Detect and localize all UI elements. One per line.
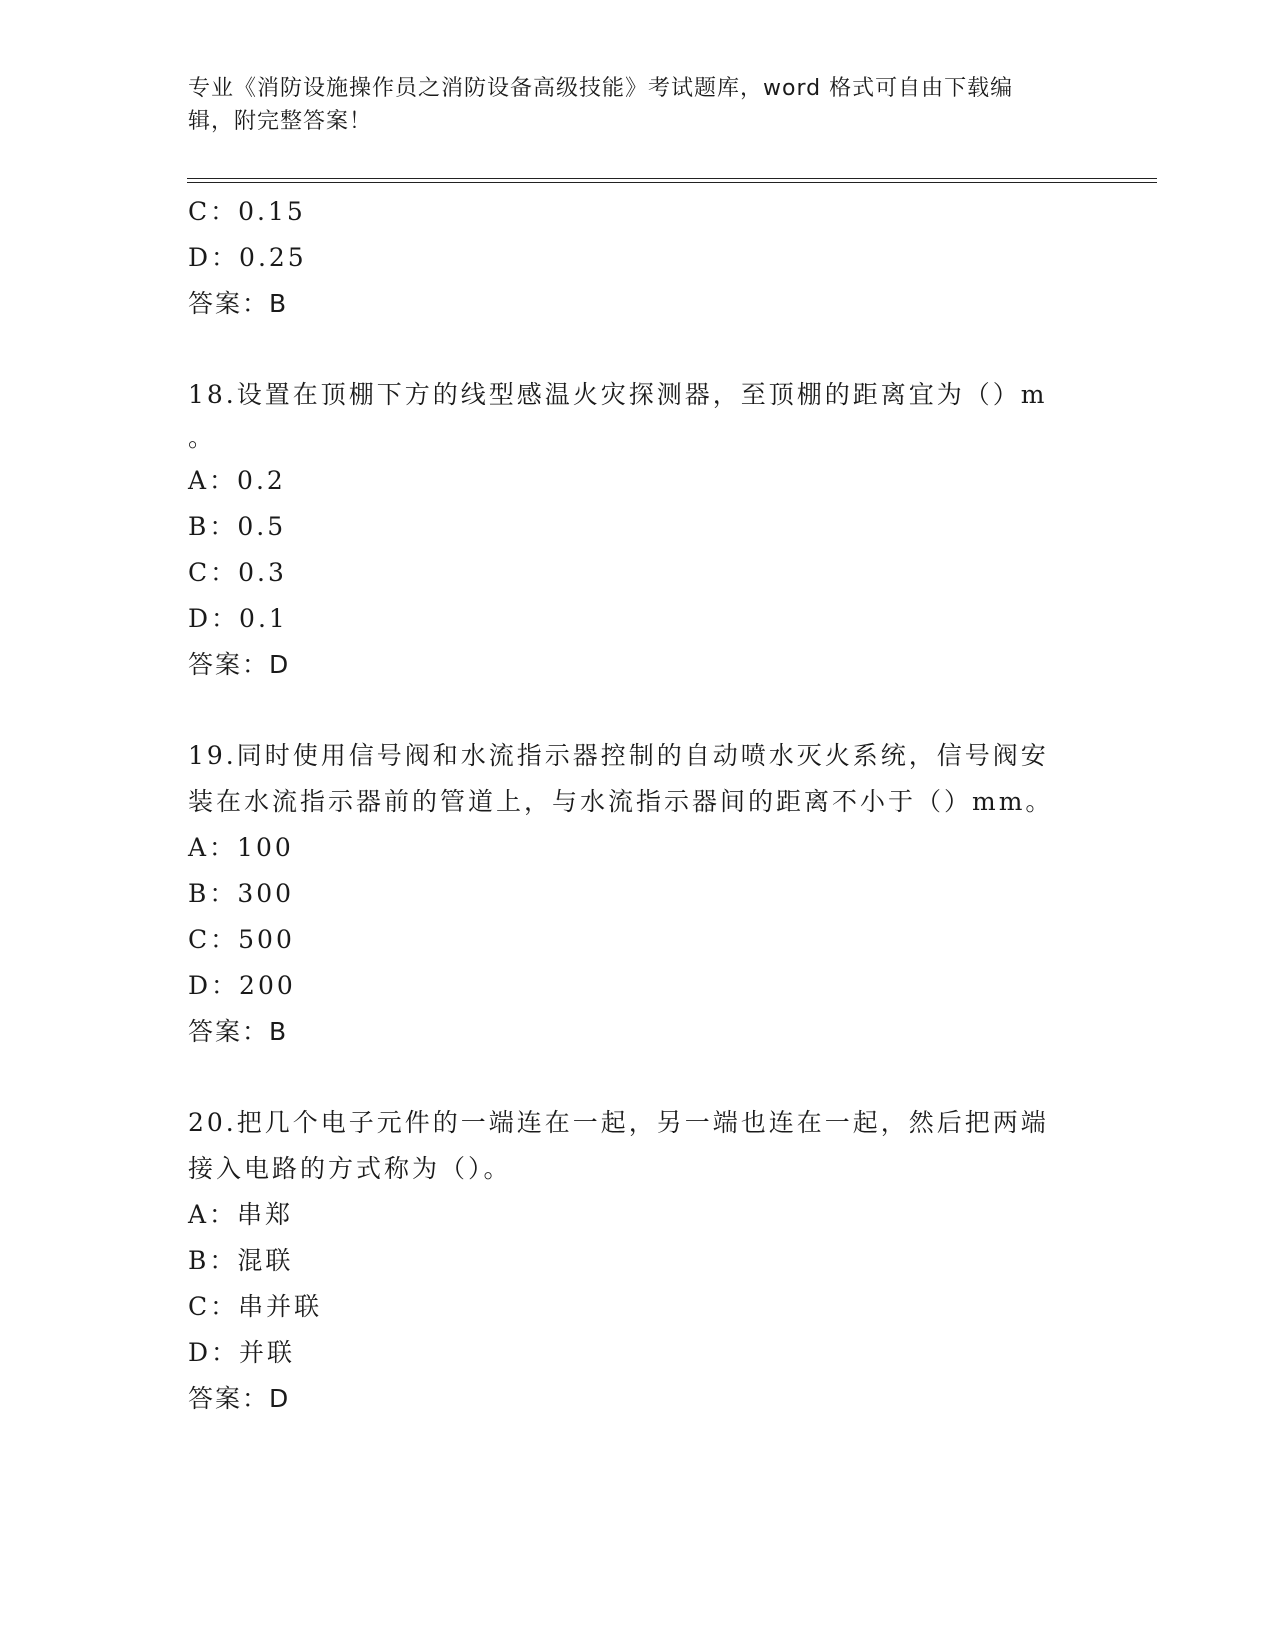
question-text-line-2: 接入电路的方式称为（）。 — [188, 1154, 512, 1183]
option-a: A：串郑 — [188, 1200, 294, 1229]
option-c: C：500 — [188, 925, 295, 954]
header-line-1: 专业《消防设施操作员之消防设备高级技能》考试题库，word 格式可自由下载编 — [188, 76, 1014, 101]
header-divider-bottom — [187, 182, 1157, 183]
question-17-remainder — [188, 189, 1088, 327]
header-line-2: 辑，附完整答案！ — [188, 109, 373, 134]
option-d: D：0.1 — [188, 604, 288, 633]
option-a: A：100 — [188, 833, 294, 862]
option-c: C：串并联 — [188, 1292, 323, 1321]
question-list — [188, 189, 1088, 1422]
option-b: B：0.5 — [188, 512, 287, 541]
question-18 — [188, 372, 1088, 688]
option-b: B：300 — [188, 879, 295, 908]
option-d: D：0.25 — [188, 243, 307, 272]
header-divider-top — [187, 178, 1157, 179]
option-d: D：200 — [188, 971, 296, 1000]
question-text-line-2: 。 — [188, 423, 217, 452]
question-text-line-2: 装在水流指示器前的管道上，与水流指示器间的距离不小于（）mm。 — [188, 787, 1054, 816]
answer-line: 答案：D — [188, 1384, 291, 1413]
question-20 — [188, 1100, 1088, 1422]
option-c: C：0.15 — [188, 197, 306, 226]
option-a: A：0.2 — [188, 466, 286, 495]
answer-line: 答案：B — [188, 1017, 289, 1046]
page-header — [188, 72, 1088, 138]
option-d: D：并联 — [188, 1338, 296, 1367]
answer-line: 答案：D — [188, 650, 291, 679]
answer-line: 答案：B — [188, 289, 289, 318]
question-text-line-1: 19.同时使用信号阀和水流指示器控制的自动喷水灭火系统，信号阀安 — [188, 741, 1049, 770]
option-b: B：混联 — [188, 1246, 294, 1275]
option-c: C：0.3 — [188, 558, 287, 587]
question-text-line-1: 20.把几个电子元件的一端连在一起，另一端也连在一起，然后把两端 — [188, 1108, 1049, 1137]
question-text-line-1: 18.设置在顶棚下方的线型感温火灾探测器，至顶棚的距离宜为（）m — [188, 380, 1048, 409]
question-19 — [188, 733, 1088, 1055]
